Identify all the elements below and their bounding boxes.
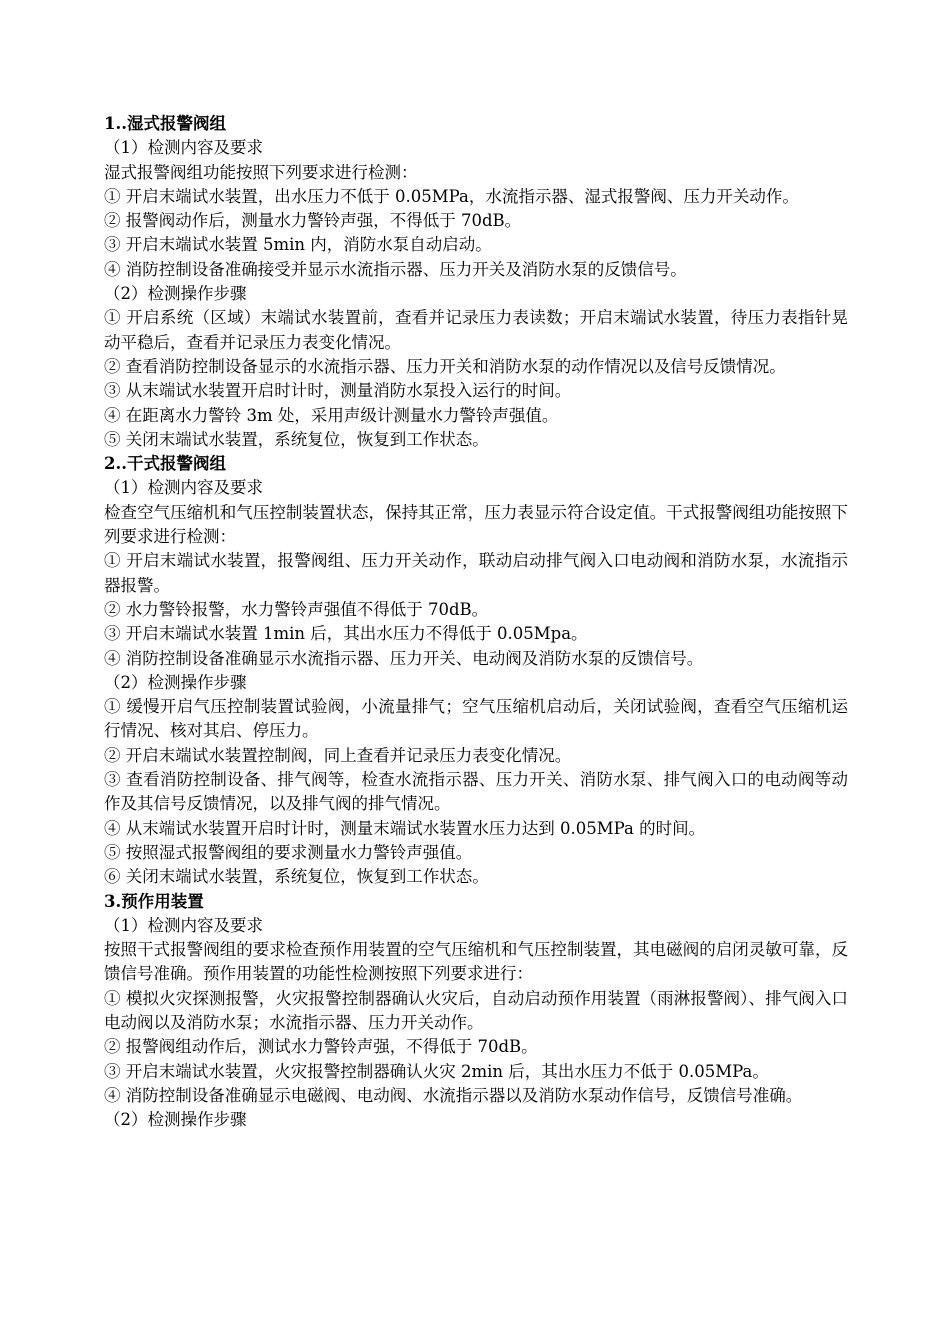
paragraph: ② 报警阀组动作后，测试水力警铃声强，不得低于 70dB。	[104, 1037, 538, 1057]
paragraph: ③ 从末端试水装置开启时计时，测量消防水泵投入运行的时间。	[104, 381, 572, 401]
paragraph: ② 查看消防控制设备显示的水流指示器、压力开关和消防水泵的动作情况以及信号反馈情况。	[104, 356, 786, 376]
document-body	[104, 112, 848, 1132]
paragraph: ① 模拟火灾探测报警，火灾报警控制器确认火灾后，自动启动预作用装置（雨淋报警阀）、排气阀入口电动阀以及消防水泵；水流指示器、压力开关动作。	[104, 988, 848, 1032]
section-heading: 3.预作用装置	[104, 891, 204, 911]
paragraph: ⑤ 关闭末端试水装置，系统复位，恢复到工作状态。	[104, 429, 489, 449]
section-heading: 1..湿式报警阀组	[104, 114, 226, 133]
subsection-heading: （2）检测操作步骤	[104, 284, 247, 304]
paragraph: ③ 开启末端试水装置，火灾报警控制器确认火灾 2min 后，其出水压力不低于 0.05MPa。	[104, 1061, 769, 1081]
paragraph: ④ 消防控制设备准确接受并显示水流指示器、压力开关及消防水泵的反馈信号。	[104, 259, 687, 279]
subsection-heading: （1）检测内容及要求	[104, 915, 263, 935]
paragraph: ① 开启末端试水装置，报警阀组、压力开关动作，联动启动排气阀入口电动阀和消防水泵，水流指示器报警。	[104, 551, 848, 595]
paragraph: ② 水力警铃报警，水力警铃声强值不得低于 70dB。	[104, 599, 489, 619]
paragraph: ③ 开启末端试水装置 1min 后，其出水压力不得低于 0.05Mpa。	[104, 624, 588, 644]
paragraph: ⑥ 关闭末端试水装置，系统复位，恢复到工作状态。	[104, 867, 489, 887]
paragraph: ① 开启末端试水装置，出水压力不低于 0.05MPa，水流指示器、湿式报警阀、压力开关动作。	[104, 186, 799, 206]
section-heading: 2..干式报警阀组	[104, 454, 226, 474]
paragraph: ② 报警阀动作后，测量水力警铃声强，不得低于 70dB。	[104, 211, 522, 231]
subsection-heading: （1）检测内容及要求	[104, 478, 263, 498]
paragraph: ⑤ 按照湿式报警阀组的要求测量水力警铃声强值。	[104, 842, 473, 862]
paragraph: ④ 在距离水力警铃 3m 处，采用声级计测量水力警铃声强值。	[104, 405, 559, 425]
paragraph: ④ 消防控制设备准确显示电磁阀、电动阀、水流指示器以及消防水泵动作信号，反馈信号准确。	[104, 1085, 803, 1105]
paragraph: ④ 从末端试水装置开启时计时，测量末端试水装置水压力达到 0.05MPa 的时间。	[104, 818, 706, 838]
paragraph: 湿式报警阀组功能按照下列要求进行检测：	[104, 162, 418, 182]
subsection-heading: （2）检测操作步骤	[104, 1110, 247, 1130]
paragraph: ① 开启系统（区域）末端试水装置前，查看并记录压力表读数；开启末端试水装置，待压力表指针晃动平稳后，查看并记录压力表变化情况。	[104, 308, 848, 352]
paragraph: 按照干式报警阀组的要求检查预作用装置的空气压缩机和气压控制装置，其电磁阀的启闭灵敏可靠，反馈信号准确。预作用装置的功能性检测按照下列要求进行：	[104, 940, 848, 984]
paragraph: ② 开启末端试水装置控制阀，同上查看并记录压力表变化情况。	[104, 745, 572, 765]
paragraph: ④ 消防控制设备准确显示水流指示器、压力开关、电动阀及消防水泵的反馈信号。	[104, 648, 704, 668]
paragraph: 检查空气压缩机和气压控制装置状态，保持其正常，压力表显示符合设定值。干式报警阀组功能按照下列要求进行检测：	[104, 502, 848, 547]
subsection-heading: （2）检测操作步骤	[104, 672, 247, 692]
paragraph: ③ 开启末端试水装置 5min 内，消防水泵自动启动。	[104, 235, 492, 255]
subsection-heading: （1）检测内容及要求	[104, 138, 263, 158]
paragraph: ③ 查看消防控制设备、排气阀等，检查水流指示器、压力开关、消防水泵、排气阀入口的电动阀等动作及其信号反馈情况，以及排气阀的排气情况。	[104, 770, 848, 814]
paragraph: ① 缓慢开启气压控制装置试验阀，小流量排气；空气压缩机启动后，关闭试验阀，查看空气压缩机运行情况、核对其启、停压力。	[104, 697, 848, 741]
